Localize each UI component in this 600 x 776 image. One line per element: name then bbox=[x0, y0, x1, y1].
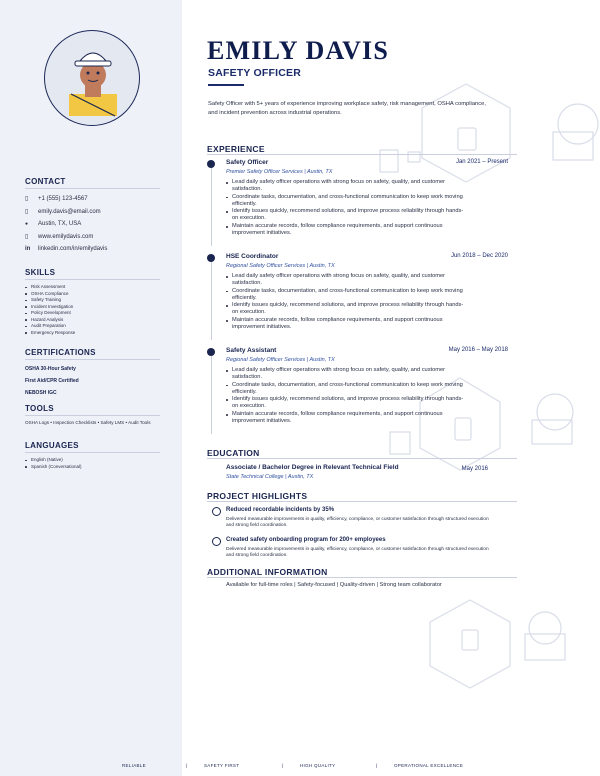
languages-heading: LANGUAGES bbox=[25, 441, 79, 450]
contact-text: www.emilydavis.com bbox=[38, 233, 94, 240]
timeline-dot bbox=[207, 254, 215, 262]
footer-item: RELIABLE bbox=[122, 763, 146, 768]
avatar-illustration bbox=[45, 31, 140, 126]
contact-heading: CONTACT bbox=[25, 177, 66, 186]
candidate-name: EMILY DAVIS bbox=[207, 36, 390, 65]
divider bbox=[25, 188, 160, 189]
contact-phone[interactable] bbox=[25, 195, 160, 202]
footer bbox=[0, 763, 600, 773]
footer-item: OPERATIONAL EXCELLENCE bbox=[394, 763, 464, 768]
job-title: Safety Assistant bbox=[226, 347, 277, 354]
linkedin-icon: in bbox=[25, 246, 31, 252]
timeline-line bbox=[211, 166, 212, 246]
experience-heading: EXPERIENCE bbox=[207, 144, 265, 154]
skill-item: OSHA Compliance bbox=[25, 291, 160, 298]
job-dates: Jan 2021 – Present bbox=[455, 159, 508, 165]
skills-list bbox=[25, 284, 160, 336]
divider bbox=[207, 458, 517, 459]
project-description: Delivered measurable improvements in quality, efficiency, compliance, or customer satisfaction through structured execution and strong field coordination. bbox=[226, 547, 489, 559]
contact-text: +1 (555) 123-4567 bbox=[38, 195, 88, 202]
divider bbox=[25, 452, 160, 453]
skill-item: Hazard Analysis bbox=[25, 317, 160, 324]
job-title: HSE Coordinator bbox=[226, 253, 279, 260]
certification-item: OSHA 30-Hour Safety bbox=[25, 366, 76, 372]
education-entry bbox=[226, 464, 516, 480]
education-heading: EDUCATION bbox=[207, 448, 260, 458]
circle-icon bbox=[212, 507, 221, 516]
certifications-heading: CERTIFICATIONS bbox=[25, 348, 96, 357]
skill-item: Emergency Response bbox=[25, 330, 160, 337]
footer-separator: | bbox=[376, 763, 378, 768]
job-bullet: Coordinate tasks, documentation, and cross-functional communication to keep work moving efficiently. bbox=[226, 382, 466, 397]
contact-email[interactable] bbox=[25, 208, 160, 215]
contact-linkedin[interactable] bbox=[25, 246, 160, 252]
degree-title: Associate / Bachelor Degree in Relevant Technical Field bbox=[226, 464, 399, 471]
summary-text: Safety Officer with 5+ years of experience improving workplace safety, risk management, OSHA compliance, and incident prevention across industrial operations. bbox=[208, 101, 486, 116]
timeline-dot bbox=[207, 348, 215, 356]
skill-item: Safety Training bbox=[25, 297, 160, 304]
divider bbox=[207, 577, 517, 578]
tools-heading: TOOLS bbox=[25, 404, 54, 413]
sidebar bbox=[0, 0, 182, 776]
job-dates: May 2016 – May 2018 bbox=[448, 347, 508, 353]
job-role: SAFETY OFFICER bbox=[208, 67, 302, 79]
location-icon: ● bbox=[25, 221, 29, 227]
languages-section bbox=[25, 441, 160, 470]
footer-separator: | bbox=[282, 763, 284, 768]
language-item: English (Native) bbox=[25, 457, 160, 464]
job-bullet: Identify issues quickly, recommend solutions, and improve process reliability through hands-on execution. bbox=[226, 302, 466, 317]
projects-heading: PROJECT HIGHLIGHTS bbox=[207, 491, 308, 501]
skill-item: Incident Investigation bbox=[25, 304, 160, 311]
job-company: Regional Safety Officer Services | Austin, TX bbox=[226, 357, 335, 363]
timeline-dot bbox=[207, 160, 215, 168]
skill-item: Risk Assessment bbox=[25, 284, 160, 291]
divider bbox=[25, 279, 160, 280]
job-company: Regional Safety Officer Services | Austin, TX bbox=[226, 263, 335, 269]
project-description: Delivered measurable improvements in quality, efficiency, compliance, or customer satisfaction through structured execution and strong field coordination. bbox=[226, 517, 489, 529]
job-bullet: Coordinate tasks, documentation, and cross-functional communication to keep work moving efficiently. bbox=[226, 288, 466, 303]
project-title: Created safety onboarding program for 200+ employees bbox=[226, 537, 386, 543]
certification-item: First Aid/CPR Certified bbox=[25, 378, 79, 384]
job-bullet: Lead daily safety officer operations with strong focus on safety, quality, and customer satisfaction. bbox=[226, 367, 466, 382]
circle-icon bbox=[212, 537, 221, 546]
language-item: Spanish (Conversational) bbox=[25, 464, 160, 471]
divider bbox=[25, 359, 160, 360]
school-name: State Technical College | Austin, TX bbox=[226, 474, 314, 480]
education-date: May 2016 bbox=[461, 466, 488, 472]
certifications-section bbox=[25, 348, 160, 396]
tools-text: OSHA Logs • Inspection Checklists • Safety LMS • Audit Tools bbox=[25, 420, 151, 425]
contact-text: emily.davis@email.com bbox=[38, 208, 101, 215]
timeline-line bbox=[211, 260, 212, 340]
job-bullet: Identify issues quickly, recommend solutions, and improve process reliability through hands-on execution. bbox=[226, 396, 466, 411]
certification-item: NEBOSH IGC bbox=[25, 390, 57, 396]
job-bullet: Coordinate tasks, documentation, and cross-functional communication to keep work moving efficiently. bbox=[226, 194, 466, 209]
job-entry bbox=[226, 159, 516, 237]
contact-text: Austin, TX, USA bbox=[38, 221, 82, 227]
divider bbox=[25, 415, 160, 416]
avatar bbox=[44, 30, 140, 126]
job-bullets bbox=[226, 273, 516, 331]
divider bbox=[207, 154, 517, 155]
project-title: Reduced recordable incidents by 35% bbox=[226, 507, 335, 513]
contact-location bbox=[25, 221, 160, 227]
contact-text: linkedin.com/in/emilydavis bbox=[38, 246, 108, 252]
skills-heading: SKILLS bbox=[25, 268, 56, 277]
job-company: Premier Safety Officer Services | Austin, TX bbox=[226, 169, 333, 175]
divider bbox=[207, 501, 517, 502]
job-bullets bbox=[226, 179, 516, 237]
contact-website[interactable] bbox=[25, 233, 160, 240]
job-bullet: Maintain accurate records, follow compliance requirements, and support continuous improvement initiatives. bbox=[226, 411, 466, 426]
job-entry bbox=[226, 347, 516, 425]
footer-separator: | bbox=[186, 763, 188, 768]
footer-item: HIGH QUALITY bbox=[300, 763, 336, 768]
role-underline bbox=[208, 84, 244, 86]
footer-item: SAFETY FIRST bbox=[204, 763, 240, 768]
job-bullet: Identify issues quickly, recommend solutions, and improve process reliability through hands-on execution. bbox=[226, 208, 466, 223]
email-icon: ▯ bbox=[25, 209, 29, 215]
job-bullets bbox=[226, 367, 516, 425]
languages-list bbox=[25, 457, 160, 470]
timeline-line bbox=[211, 354, 212, 434]
job-entry bbox=[226, 253, 516, 331]
contact-section bbox=[25, 177, 160, 252]
job-dates: Jun 2018 – Dec 2020 bbox=[450, 253, 508, 259]
skills-section bbox=[25, 268, 160, 336]
additional-heading: ADDITIONAL INFORMATION bbox=[207, 567, 328, 577]
skill-item: Audit Preparation bbox=[25, 323, 160, 330]
website-icon: ▯ bbox=[25, 234, 29, 240]
additional-text: Available for full-time roles | Safety-focused | Quality-driven | Strong team collaborator bbox=[226, 582, 442, 588]
job-title: Safety Officer bbox=[226, 159, 269, 166]
tools-section bbox=[25, 404, 160, 426]
job-bullet: Maintain accurate records, follow compliance requirements, and support continuous improvement initiatives. bbox=[226, 317, 466, 332]
skill-item: Policy Development bbox=[25, 310, 160, 317]
phone-icon: ▯ bbox=[25, 196, 29, 202]
job-bullet: Lead daily safety officer operations with strong focus on safety, quality, and customer satisfaction. bbox=[226, 179, 466, 194]
job-bullet: Lead daily safety officer operations with strong focus on safety, quality, and customer satisfaction. bbox=[226, 273, 466, 288]
job-bullet: Maintain accurate records, follow compliance requirements, and support continuous improvement initiatives. bbox=[226, 223, 466, 238]
